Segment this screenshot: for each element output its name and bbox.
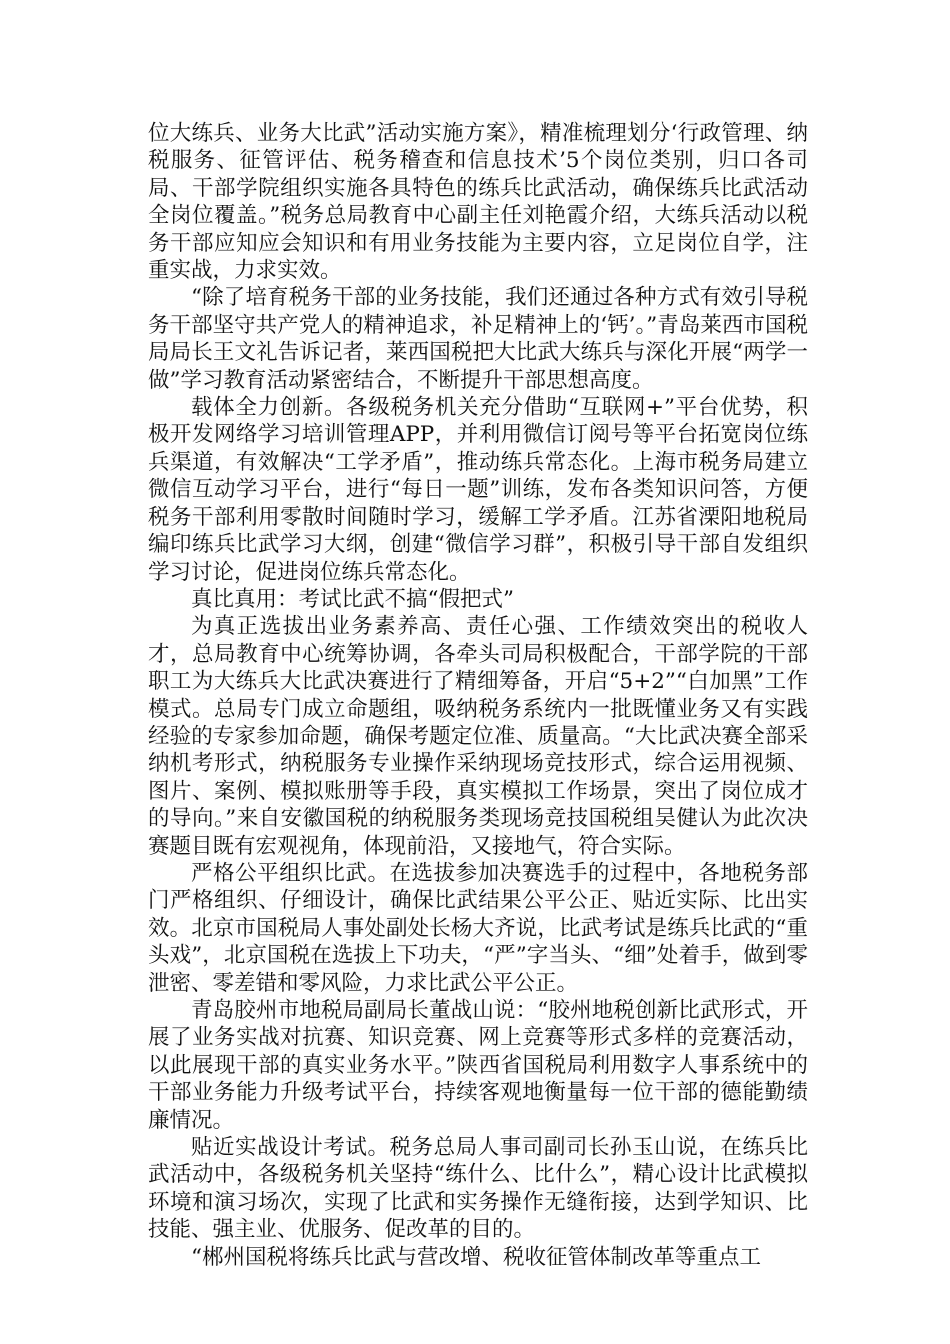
document-body bbox=[148, 120, 808, 1271]
paragraph-6: 青岛胶州市地税局副局长董战山说：“胶州地税创新比武形式，开展了业务实战对抗赛、知识竞赛、网上竞赛等形式多样的竞赛活动，以此展现干部的真实业务水平。”陕西省国税局利用数字人事系统中的干部业务能力升级考试平台，持续客观地衡量每一位干部的德能勤绩廉情况。 bbox=[148, 998, 808, 1133]
paragraph-8: “郴州国税将练兵比武与营改增、税收征管体制改革等重点工 bbox=[191, 1244, 761, 1270]
section-heading: 真比真用：考试比武不搞“假把式” bbox=[191, 586, 514, 612]
paragraph-2: “除了培育税务干部的业务技能，我们还通过各种方式有效引导税务干部坚守共产党人的精神追求，补足精神上的‘钙’。”青岛莱西市国税局局长王文礼告诉记者，莱西国税把大比武大练兵与深化开展“两学一做”学习教育活动紧密结合，不断提升干部思想高度。 bbox=[148, 285, 808, 393]
paragraph-5: 严格公平组织比武。在选拔参加决赛选手的过程中，各地税务部门严格组织、仔细设计，确保比武结果公平公正、贴近实际、比出实效。北京市国税局人事处副处长杨大齐说，比武考试是练兵比武的“重头戏”，北京国税在选拔上下功夫，“严”字当头、“细”处着手，做到零泄密、零差错和零风险，力求比武公平公正。 bbox=[148, 860, 808, 996]
paragraph-3: 载体全力创新。各级税务机关充分借助“互联网+”平台优势，积极开发网络学习培训管理APP，并利用微信订阅号等平台拓宽岗位练兵渠道，有效解决“工学矛盾”，推动练兵常态化。上海市税务局建立微信互动学习平台，进行“每日一题”训练，发布各类知识问答，方便税务干部利用零散时间随时学习，缓解工学矛盾。江苏省溧阳地税局编印练兵比武学习大纲，创建“微信学习群”，积极引导干部自发组织学习讨论，促进岗位练兵常态化。 bbox=[148, 395, 808, 585]
paragraph-7: 贴近实战设计考试。税务总局人事司副司长孙玉山说，在练兵比武活动中，各级税务机关坚持“练什么、比什么”，精心设计比武模拟环境和演习场次，实现了比武和实务操作无缝衔接，达到学知识、比技能、强主业、优服务、促改革的目的。 bbox=[148, 1135, 808, 1243]
paragraph-4: 为真正选拔出业务素养高、责任心强、工作绩效突出的税收人才，总局教育中心统筹协调，各牵头司局积极配合，干部学院的干部职工为大练兵大比武决赛进行了精细筹备，开启“5+2”“白加黑”工作模式。总局专门成立命题组，吸纳税务系统内一批既懂业务又有实践经验的专家参加命题，确保考题定位准、质量高。“大比武决赛全部采纳机考形式，纳税服务专业操作采纳现场竞技形式，综合运用视频、图片、案例、模拟账册等手段，真实模拟工作场景，突出了岗位成才的导向。”来自安徽国税的纳税服务类现场竞技国税组吴健认为此次决赛题目既有宏观视角，体现前沿，又接地气，符合实际。 bbox=[148, 614, 808, 859]
paragraph-1: 位大练兵、业务大比武”活动实施方案》，精准梳理划分‘行政管理、纳税服务、征管评估、税务稽查和信息技术’5个岗位类别，归口各司局、干部学院组织实施各具特色的练兵比武活动，确保练兵比武活动全岗位覆盖。”税务总局教育中心副主任刘艳霞介绍，大练兵活动以税务干部应知应会知识和有用业务技能为主要内容，立足岗位自学，注重实战，力求实效。 bbox=[148, 121, 808, 284]
